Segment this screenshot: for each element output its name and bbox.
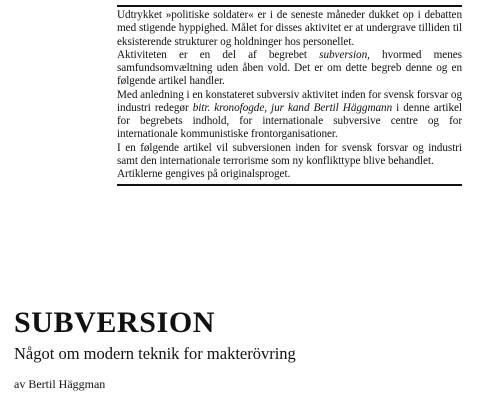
article-subtitle: Något om modern teknik for makterövring (14, 344, 296, 363)
article-title: SUBVERSION (14, 306, 216, 339)
article-byline: av Bertil Häggman (14, 377, 106, 391)
intro-p3-author: bitr. kronofogde, jur kand Bertil Häggmann (192, 101, 393, 114)
intro-paragraph-1: Udtrykket »politiske soldater« er i de seneste måneder dukket op i debatten med stigende hyppighed. Målet for disses aktivitet er at undergrave tilliden til eksisterende strukturer og holdninger hos personellet. (117, 9, 462, 48)
intro-p2-text-start: Aktiviteten er en del af begrebet (117, 48, 320, 61)
intro-box (117, 5, 462, 186)
intro-paragraph-3 (117, 89, 462, 142)
intro-p3-text-start: Med anledning i en konstateret subversiv aktivitet inden for svensk forsvar og industri redegør (117, 88, 463, 114)
intro-paragraph-2 (117, 49, 462, 89)
intro-p2-term: subversion, (319, 48, 370, 61)
intro-p2-text-end: hvormed menes samfundsomvæltning uden åben vold. Det er om dette begreb denne og en følgende artikel handler. (117, 48, 462, 88)
intro-p3-text-end: i denne artikel for begrebets indhold, for internationale subversive centre og for internationale kommunistiske frontorganisationer. (117, 101, 462, 141)
intro-paragraph-4: I en følgende artikel vil subversionen inden for svensk forsvar og industri samt den internationale terrorisme som ny konflikttype blive behandlet. (117, 141, 462, 167)
intro-paragraph-5: Artiklerne gengives på originalsproget. (117, 168, 291, 180)
